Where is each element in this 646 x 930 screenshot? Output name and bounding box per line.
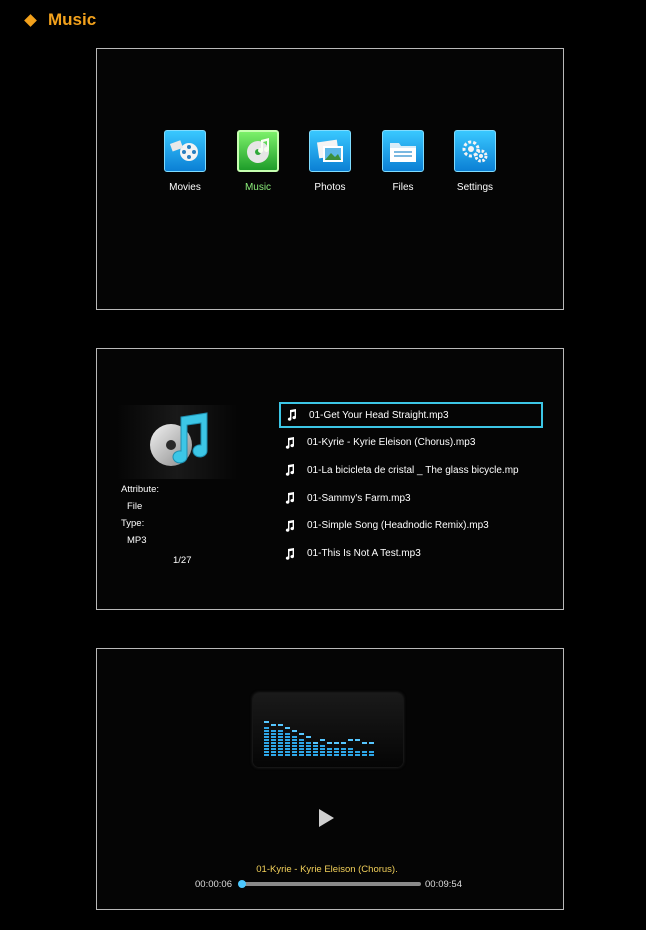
equalizer-segment: [341, 748, 346, 750]
music-note-icon: [283, 437, 297, 449]
type-value: MP3: [127, 535, 147, 546]
equalizer-segment: [278, 733, 283, 735]
attribute-label: Attribute:: [121, 484, 160, 495]
progress-bar[interactable]: [240, 882, 421, 886]
equalizer-segment: [341, 754, 346, 756]
equalizer-segment: [306, 748, 311, 750]
equalizer-segment: [292, 748, 297, 750]
equalizer-peak: [278, 724, 283, 726]
track-row[interactable]: [279, 485, 543, 511]
equalizer-peak: [334, 742, 339, 744]
play-icon[interactable]: [319, 809, 334, 827]
menu-item-music[interactable]: [228, 130, 288, 193]
equalizer-peak: [320, 739, 325, 741]
equalizer-segment: [285, 742, 290, 744]
track-row[interactable]: [279, 457, 543, 483]
equalizer-segment: [327, 754, 332, 756]
equalizer-segment: [292, 754, 297, 756]
equalizer-segment: [271, 730, 276, 732]
menu-item-photos[interactable]: [300, 130, 360, 193]
photos-icon: [309, 130, 351, 172]
equalizer-segment: [271, 751, 276, 753]
equalizer-peak: [341, 742, 346, 744]
equalizer-peak: [264, 721, 269, 723]
equalizer-segment: [271, 742, 276, 744]
equalizer-segment: [278, 754, 283, 756]
equalizer-segment: [271, 739, 276, 741]
equalizer-segment: [271, 736, 276, 738]
menu-item-settings[interactable]: [445, 130, 505, 193]
diamond-bullet-icon: [24, 14, 37, 27]
equalizer-segment: [334, 754, 339, 756]
equalizer-segment: [306, 751, 311, 753]
track-title: 01-Kyrie - Kyrie Eleison (Chorus).mp3: [307, 437, 476, 449]
section-header: [26, 8, 96, 32]
equalizer-segment: [285, 733, 290, 735]
equalizer-peak: [362, 742, 367, 744]
equalizer-peak: [313, 742, 318, 744]
equalizer-peak: [348, 739, 353, 741]
music-disc-icon: [237, 130, 279, 172]
equalizer-segment: [327, 748, 332, 750]
page-indicator: 1/27: [173, 555, 192, 566]
equalizer-segment: [264, 727, 269, 729]
equalizer-segment: [299, 739, 304, 741]
equalizer-segment: [271, 733, 276, 735]
equalizer-segment: [299, 748, 304, 750]
track-title: 01-Simple Song (Headnodic Remix).mp3: [307, 520, 489, 532]
equalizer-display: [253, 693, 403, 767]
menu-label: Photos: [314, 182, 346, 193]
track-row[interactable]: [279, 513, 543, 539]
equalizer-segment: [292, 739, 297, 741]
equalizer-segment: [348, 748, 353, 750]
track-title: 01-La bicicleta de cristal _ The glass bicycle.mp: [307, 464, 519, 476]
menu-label: Music: [244, 182, 272, 193]
total-duration: 00:09:54: [425, 879, 462, 890]
equalizer-segment: [264, 745, 269, 747]
equalizer-segment: [285, 739, 290, 741]
equalizer-segment: [278, 745, 283, 747]
section-title: Music: [48, 10, 97, 29]
equalizer-segment: [264, 739, 269, 741]
equalizer-peak: [271, 724, 276, 726]
progress-knob[interactable]: [238, 880, 246, 888]
equalizer-segment: [299, 751, 304, 753]
equalizer-segment: [264, 736, 269, 738]
type-label: Type:: [121, 518, 145, 529]
equalizer-segment: [313, 748, 318, 750]
film-reel-icon: [164, 130, 206, 172]
equalizer-segment: [278, 742, 283, 744]
equalizer-segment: [285, 754, 290, 756]
track-title: 01-This Is Not A Test.mp3: [307, 548, 421, 559]
track-row[interactable]: [279, 402, 543, 428]
equalizer-segment: [299, 745, 304, 747]
equalizer-segment: [264, 733, 269, 735]
menu-label: Files: [392, 182, 414, 193]
music-note-icon: [283, 520, 297, 532]
track-title: 01-Get Your Head Straight.mp3: [309, 409, 449, 421]
equalizer-segment: [306, 754, 311, 756]
equalizer-segment: [264, 742, 269, 744]
menu-item-files[interactable]: [373, 130, 433, 193]
music-note-icon: [283, 548, 297, 560]
music-browser-screen: [96, 348, 564, 610]
music-note-icon: [283, 492, 297, 504]
equalizer-segment: [348, 754, 353, 756]
equalizer-segment: [271, 754, 276, 756]
equalizer-segment: [299, 754, 304, 756]
equalizer-peak: [299, 733, 304, 735]
equalizer-segment: [278, 739, 283, 741]
music-note-icon: [285, 409, 299, 421]
attribute-value: File: [127, 501, 143, 512]
equalizer-segment: [264, 754, 269, 756]
equalizer-segment: [271, 748, 276, 750]
equalizer-segment: [285, 748, 290, 750]
equalizer-segment: [320, 754, 325, 756]
equalizer-segment: [278, 736, 283, 738]
equalizer-segment: [320, 748, 325, 750]
equalizer-peak: [369, 742, 374, 744]
gears-icon: [454, 130, 496, 172]
equalizer-segment: [285, 745, 290, 747]
equalizer-segment: [348, 751, 353, 753]
equalizer-segment: [306, 745, 311, 747]
equalizer-segment: [327, 751, 332, 753]
music-note-icon: [283, 464, 297, 476]
equalizer-segment: [355, 754, 360, 756]
folder-icon: [382, 130, 424, 172]
equalizer-segment: [341, 751, 346, 753]
track-title: 01-Sammy's Farm.mp3: [307, 492, 411, 504]
equalizer-segment: [355, 751, 360, 753]
equalizer-segment: [292, 745, 297, 747]
equalizer-segment: [362, 751, 367, 753]
equalizer-segment: [313, 745, 318, 747]
equalizer-segment: [278, 730, 283, 732]
player-screen: [96, 648, 564, 910]
elapsed-time: 00:00:06: [195, 879, 232, 890]
equalizer-peak: [355, 739, 360, 741]
equalizer-segment: [313, 754, 318, 756]
home-menu-screen: [96, 48, 564, 310]
menu-label: Movies: [169, 182, 201, 193]
music-note-cd-icon: [147, 411, 213, 474]
equalizer-segment: [264, 751, 269, 753]
equalizer-segment: [264, 730, 269, 732]
track-row[interactable]: [279, 541, 543, 567]
equalizer-peak: [327, 742, 332, 744]
equalizer-segment: [264, 748, 269, 750]
equalizer-segment: [292, 736, 297, 738]
equalizer-segment: [369, 754, 374, 756]
equalizer-segment: [306, 742, 311, 744]
equalizer-segment: [334, 748, 339, 750]
equalizer-segment: [285, 751, 290, 753]
equalizer-segment: [334, 751, 339, 753]
now-playing-title: 01-Kyrie - Kyrie Eleison (Chorus).: [256, 864, 398, 875]
equalizer-segment: [285, 736, 290, 738]
equalizer-segment: [278, 748, 283, 750]
equalizer-peak: [292, 730, 297, 732]
equalizer-segment: [369, 751, 374, 753]
equalizer-segment: [362, 754, 367, 756]
equalizer-segment: [313, 751, 318, 753]
equalizer-segment: [299, 742, 304, 744]
equalizer-segment: [292, 751, 297, 753]
equalizer-segment: [292, 742, 297, 744]
equalizer-segment: [320, 751, 325, 753]
equalizer-peak: [285, 727, 290, 729]
menu-item-movies[interactable]: [155, 130, 215, 193]
equalizer-segment: [320, 745, 325, 747]
equalizer-segment: [271, 745, 276, 747]
equalizer-bars: [253, 693, 403, 767]
menu-label: Settings: [456, 182, 494, 193]
track-row[interactable]: [279, 430, 543, 456]
equalizer-peak: [306, 736, 311, 738]
equalizer-segment: [278, 751, 283, 753]
